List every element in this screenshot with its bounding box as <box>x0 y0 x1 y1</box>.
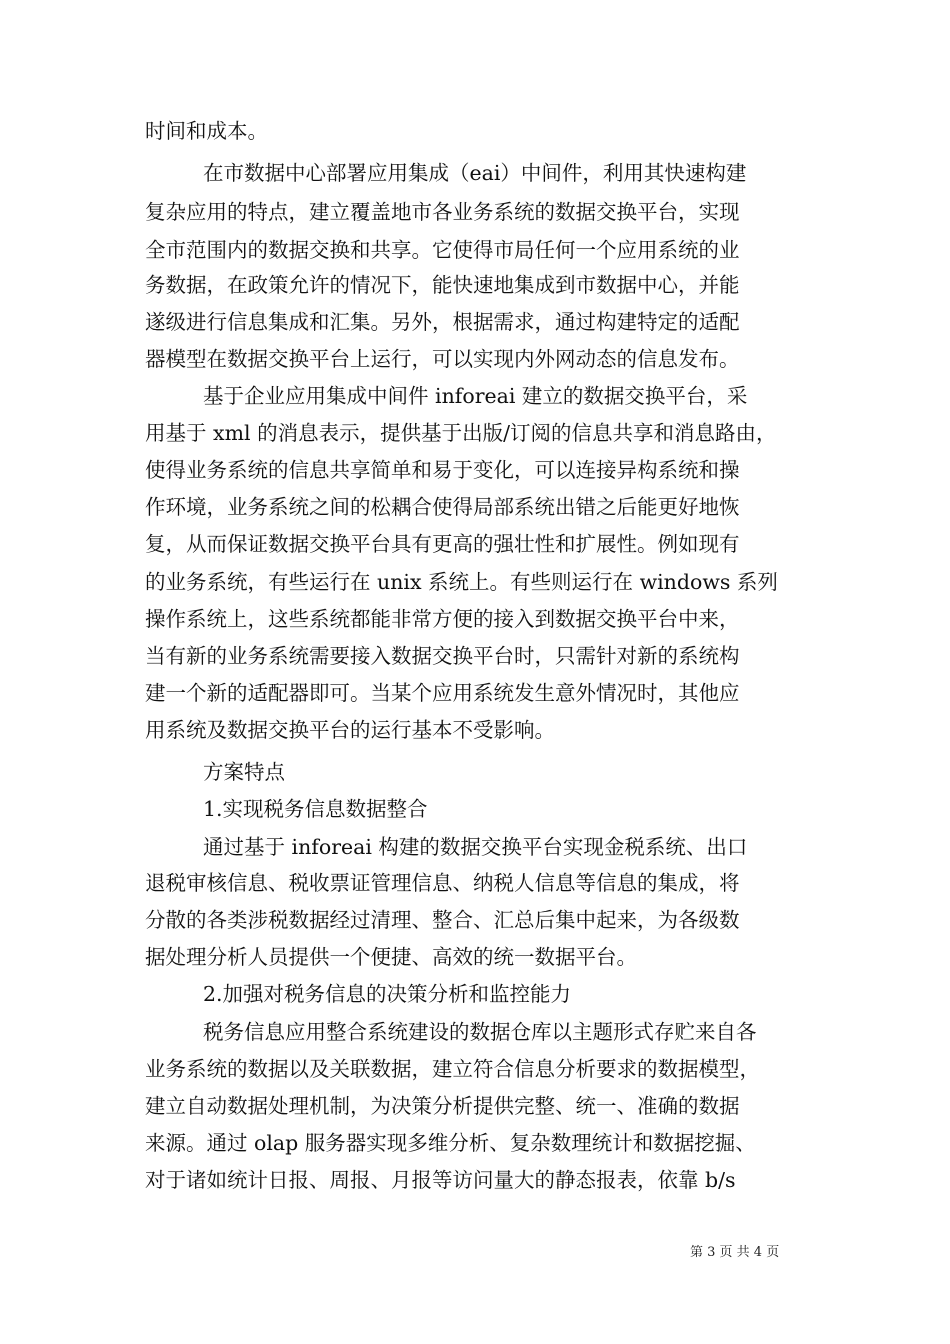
subsection-heading: 1.实现税务信息数据整合 <box>203 797 428 821</box>
paragraph-line: 建立自动数据处理机制，为决策分析提供完整、统一、准确的数据 <box>145 1094 740 1118</box>
subsection-heading: 2.加强对税务信息的决策分析和监控能力 <box>203 982 572 1006</box>
paragraph-line: 器模型在数据交换平台上运行，可以实现内外网动态的信息发布。 <box>145 347 740 371</box>
paragraph-line: 税务信息应用整合系统建设的数据仓库以主题形式存贮来自各 <box>203 1020 757 1044</box>
paragraph-line: 在市数据中心部署应用集成（eai）中间件，利用其快速构建 <box>203 161 747 185</box>
paragraph-line: 对于诸如统计日报、周报、月报等访问量大的静态报表，依靠 b/s <box>145 1168 736 1192</box>
paragraph-line: 操作系统上，这些系统都能非常方便的接入到数据交换平台中来， <box>145 607 740 631</box>
page-number-footer: 第 3 页 共 4 页 <box>690 1245 780 1260</box>
paragraph-line: 基于企业应用集成中间件 inforeai 建立的数据交换平台，采 <box>203 384 748 408</box>
paragraph-line: 退税审核信息、税收票证管理信息、纳税人信息等信息的集成，将 <box>145 871 740 895</box>
paragraph-line: 建一个新的适配器即可。当某个应用系统发生意外情况时，其他应 <box>145 681 740 705</box>
paragraph-line: 当有新的业务系统需要接入数据交换平台时，只需针对新的系统构 <box>145 644 740 668</box>
section-heading: 方案特点 <box>203 760 285 784</box>
paragraph-line: 通过基于 inforeai 构建的数据交换平台实现金税系统、出口 <box>203 835 748 859</box>
paragraph-line: 的业务系统，有些运行在 unix 系统上。有些则运行在 windows 系列 <box>145 570 778 594</box>
paragraph-line: 遂级进行信息集成和汇集。另外，根据需求，通过构建特定的适配 <box>145 310 740 334</box>
paragraph-line: 用基于 xml 的消息表示，提供基于出版/订阅的信息共享和消息路由， <box>145 421 777 445</box>
paragraph-line: 复杂应用的特点，建立覆盖地市各业务系统的数据交换平台，实现 <box>145 200 740 224</box>
paragraph-line: 时间和成本。 <box>145 119 268 143</box>
paragraph-line: 务数据，在政策允许的情况下，能快速地集成到市数据中心，并能 <box>145 273 740 297</box>
paragraph-line: 业务系统的数据以及关联数据，建立符合信息分析要求的数据模型， <box>145 1057 760 1081</box>
paragraph-line: 复，从而保证数据交换平台具有更高的强壮性和扩展性。例如现有 <box>145 532 740 556</box>
paragraph-line: 全市范围内的数据交换和共享。它使得市局任何一个应用系统的业 <box>145 238 740 262</box>
paragraph-line: 作环境，业务系统之间的松耦合使得局部系统出错之后能更好地恢 <box>145 495 740 519</box>
paragraph-line: 分散的各类涉税数据经过清理、整合、汇总后集中起来，为各级数 <box>145 908 740 932</box>
paragraph-line: 使得业务系统的信息共享简单和易于变化，可以连接异构系统和操 <box>145 458 740 482</box>
paragraph-line: 据处理分析人员提供一个便捷、高效的统一数据平台。 <box>145 945 637 969</box>
paragraph-line: 来源。通过 olap 服务器实现多维分析、复杂数理统计和数据挖掘、 <box>145 1131 756 1155</box>
paragraph-line: 用系统及数据交换平台的运行基本不受影响。 <box>145 718 555 742</box>
